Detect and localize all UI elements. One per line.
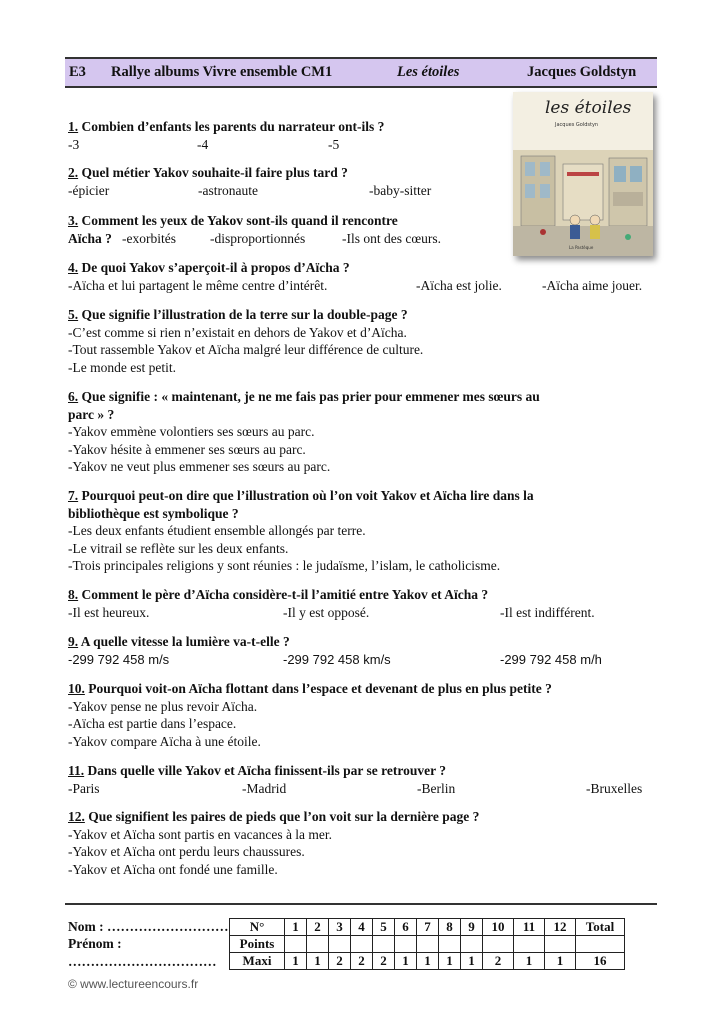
answer-option[interactable]: -Ils ont des cœurs. [342,230,441,246]
question-title: Que signifient les paires de pieds que l’on voit sur la dernière page ? [88,809,480,824]
answer-option[interactable]: -Les deux enfants étudient ensemble allongés par terre. [68,523,366,538]
answer-option[interactable]: -Le monde est petit. [68,359,176,375]
answer-option[interactable]: -3 [68,136,80,152]
answer-option[interactable]: -Yakov emmène volontiers ses sœurs au parc. [68,424,315,439]
points-cell[interactable] [461,936,483,953]
maxi-cell: 2 [373,953,395,970]
row-label-points: Points [230,936,285,953]
answer-option[interactable]: -C’est comme si rien n’existait en dehors de Yakov et d’Aïcha. [68,324,407,340]
footer-divider [65,903,657,905]
firstname-dots: …………………………… [68,954,217,969]
question-number-cell: 1 [285,919,307,936]
points-cell[interactable] [329,936,351,953]
book-cover-image [513,92,653,256]
question-number-cell: 9 [461,919,483,936]
question-9 [68,633,658,668]
answer-option[interactable]: -299 792 458 m/h [500,651,602,667]
question-title: De quoi Yakov s’aperçoit-il à propos d’Aïcha ? [81,260,350,275]
points-cell[interactable] [483,936,514,953]
answer-option[interactable]: -Le vitrail se reflète sur les deux enfants. [68,540,289,556]
question-title: Combien d’enfants les parents du narrateur ont-ils ? [81,119,385,134]
answer-option[interactable]: -Berlin [417,780,456,796]
points-cell[interactable] [395,936,417,953]
answer-option[interactable]: -Yakov et Aïcha ont fondé une famille. [68,861,278,877]
question-number: 10. [68,681,85,696]
answer-option[interactable]: -Madrid [242,780,287,796]
question-title: Comment le père d’Aïcha considère-t-il l’amitié entre Yakov et Aïcha ? [81,587,489,602]
answer-option[interactable]: -disproportionnés [210,230,306,246]
maxi-cell: 1 [417,953,439,970]
maxi-total-cell: 16 [576,953,625,970]
answer-option[interactable]: -Il est heureux. [68,604,150,620]
answer-option[interactable]: -Paris [68,780,100,796]
question-number-cell: 12 [545,919,576,936]
total-header-cell: Total [576,919,625,936]
book-title: Les étoiles [397,64,460,80]
question-number-cell: 4 [351,919,373,936]
points-cell[interactable] [439,936,461,953]
question-number: 8. [68,587,79,602]
question-10 [68,680,658,750]
score-table-row-points [230,936,625,953]
answer-option[interactable]: -Yakov et Aïcha ont perdu leurs chaussures. [68,844,305,859]
maxi-cell: 1 [395,953,417,970]
question-title-continued: bibliothèque est symbolique ? [68,505,239,521]
answer-option[interactable]: -Yakov hésite à emmener ses sœurs au parc. [68,441,306,457]
question-6 [68,388,658,476]
question-4 [68,259,658,294]
maxi-cell: 1 [461,953,483,970]
answer-option[interactable]: -Trois principales religions y sont réunies : le judaïsme, l’islam, le catholicisme. [68,558,501,573]
question-number-cell: 2 [307,919,329,936]
points-cell[interactable] [545,936,576,953]
maxi-cell: 1 [514,953,545,970]
cover-title: les étoiles [545,98,632,118]
question-5 [68,306,658,376]
question-number: 6. [68,389,79,404]
answer-option[interactable]: -Aïcha est partie dans l’espace. [68,716,237,731]
answer-option[interactable]: -Yakov et Aïcha sont partis en vacances à la mer. [68,826,333,842]
question-number-cell: 11 [514,919,545,936]
question-number: 9. [68,634,79,649]
question-title: A quelle vitesse la lumière va-t-elle ? [80,634,290,649]
points-cell[interactable] [307,936,329,953]
question-number-cell: 3 [329,919,351,936]
question-title-continued: parc » ? [68,406,115,422]
answer-option[interactable]: -Yakov ne veut plus emmener ses sœurs au parc. [68,459,331,474]
maxi-cell: 1 [307,953,329,970]
question-number-cell: 5 [373,919,395,936]
answer-option[interactable]: -Aïcha aime jouer. [542,277,643,293]
question-11 [68,762,658,797]
cover-author: Jacques Goldstyn [555,122,599,128]
site-credit[interactable]: © www.lectureencours.fr [68,977,199,991]
question-number: 4. [68,260,79,275]
answer-option[interactable]: -299 792 458 m/s [68,651,170,667]
question-number: 2. [68,165,79,180]
answer-option[interactable]: -Il est indifférent. [500,604,595,620]
question-title: Que signifie l’illustration de la terre sur la double-page ? [81,307,408,322]
question-number: 7. [68,488,79,503]
answer-option[interactable]: -299 792 458 km/s [283,651,391,667]
answer-option[interactable]: -Yakov compare Aïcha à une étoile. [68,733,261,749]
points-cell[interactable] [417,936,439,953]
question-number-cell: 6 [395,919,417,936]
answer-option[interactable]: -astronaute [198,182,258,198]
question-title-continued: Aïcha ? [68,230,112,246]
points-cell[interactable] [351,936,373,953]
answer-option[interactable]: -Aïcha est jolie. [416,277,502,293]
name-field-label[interactable]: Nom : ……………………… [68,919,229,934]
row-label-number: N° [230,919,285,936]
maxi-cell: 2 [483,953,514,970]
question-number-cell: 10 [483,919,514,936]
question-3 [68,212,508,247]
points-total-cell[interactable] [576,936,625,953]
score-table-row-numbers [230,919,625,936]
answer-option[interactable]: -épicier [68,182,110,198]
maxi-cell: 1 [285,953,307,970]
question-title: Comment les yeux de Yakov sont-ils quand il rencontre [81,213,398,228]
answer-option[interactable]: -exorbités [122,230,176,246]
answer-option[interactable]: -4 [197,136,209,152]
firstname-field-label[interactable]: Prénom : [68,936,122,951]
maxi-cell: 1 [545,953,576,970]
score-table [229,918,625,970]
question-number: 5. [68,307,79,322]
answer-option[interactable]: -Tout rassemble Yakov et Aïcha malgré leur différence de culture. [68,342,424,357]
sheet-code: E3 [69,64,86,80]
question-title: Pourquoi peut-on dire que l’illustration où l’on voit Yakov et Aïcha lire dans la [81,488,534,503]
cover-publisher: La Pastèque [569,245,594,250]
answer-option[interactable]: -Bruxelles [586,780,643,796]
question-title: Pourquoi voit-on Aïcha flottant dans l’espace et devenant de plus en plus petite ? [88,681,552,696]
points-cell[interactable] [373,936,395,953]
points-cell[interactable] [514,936,545,953]
answer-option[interactable]: -5 [328,136,340,152]
maxi-cell: 2 [351,953,373,970]
book-author: Jacques Goldstyn [527,64,637,80]
rallye-title: Rallye albums Vivre ensemble CM1 [111,64,333,80]
question-title: Quel métier Yakov souhaite-il faire plus tard ? [81,165,348,180]
answer-option[interactable]: -Yakov pense ne plus revoir Aïcha. [68,698,258,714]
question-number: 1. [68,119,79,134]
points-cell[interactable] [285,936,307,953]
question-title: Dans quelle ville Yakov et Aïcha finissent-ils par se retrouver ? [87,763,447,778]
row-label-maxi: Maxi [230,953,285,970]
question-number: 11. [68,763,85,778]
question-number-cell: 8 [439,919,461,936]
header-bar [65,57,657,88]
question-number: 3. [68,213,79,228]
maxi-cell: 2 [329,953,351,970]
question-2 [68,164,508,199]
answer-option[interactable]: -Il y est opposé. [283,604,370,620]
maxi-cell: 1 [439,953,461,970]
question-1 [68,118,508,153]
question-7 [68,487,658,575]
answer-option[interactable]: -Aïcha et lui partagent le même centre d’intérêt. [68,277,328,293]
question-number-cell: 7 [417,919,439,936]
question-12 [68,808,658,878]
question-8 [68,586,658,621]
question-number: 12. [68,809,85,824]
answer-option[interactable]: -baby-sitter [369,182,432,198]
score-table-row-maxi [230,953,625,970]
question-title: Que signifie : « maintenant, je ne me fais pas prier pour emmener mes sœurs au [81,389,540,404]
